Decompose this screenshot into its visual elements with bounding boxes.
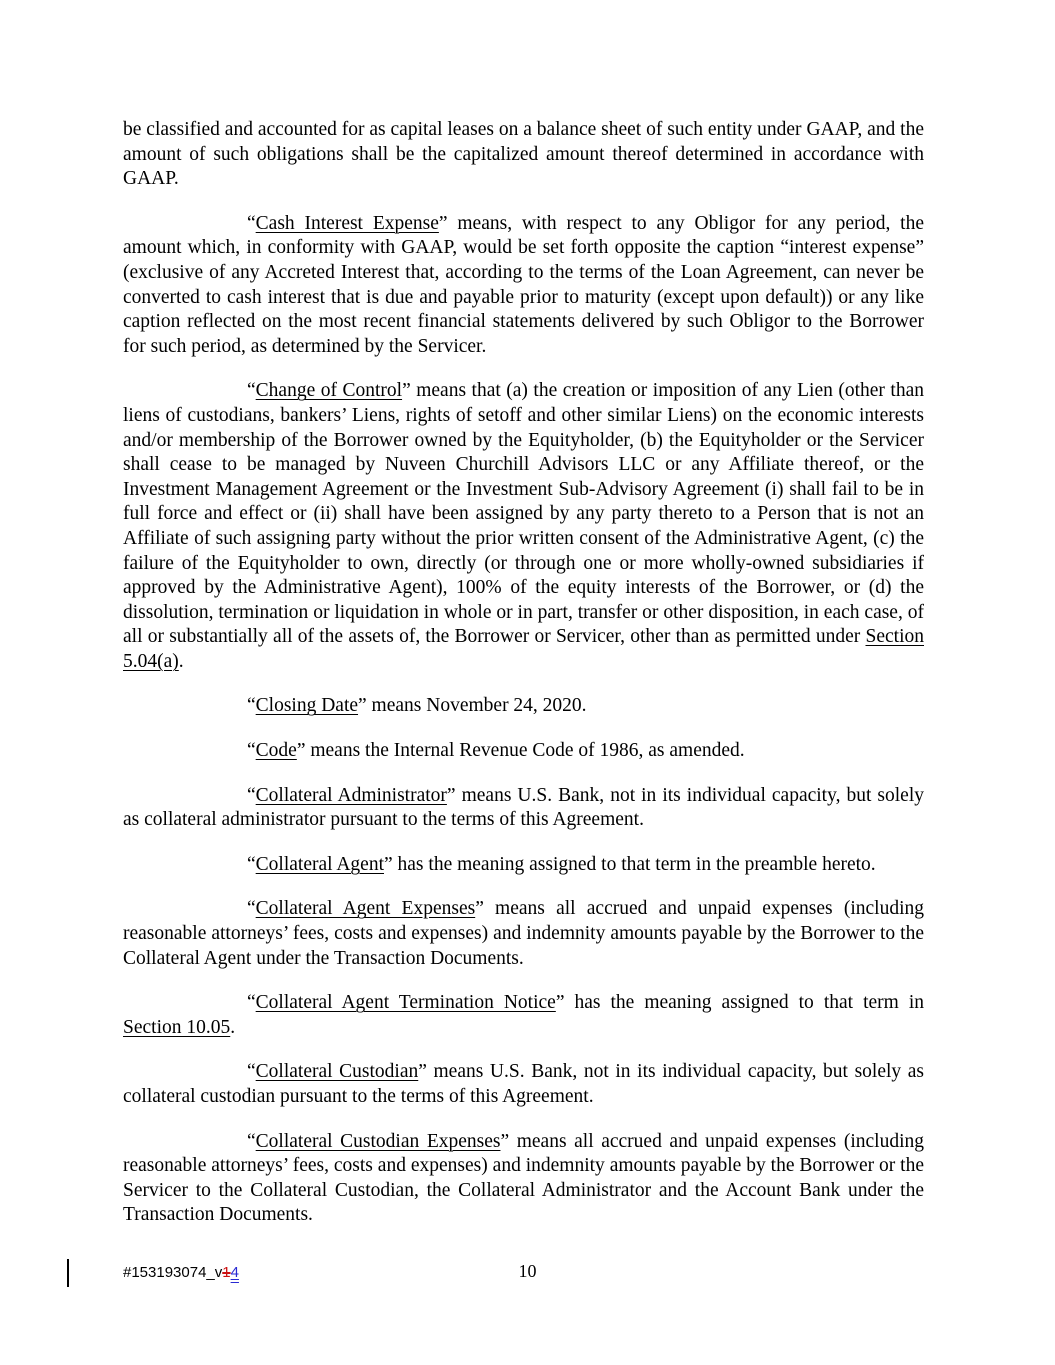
text-run: “	[247, 1130, 256, 1152]
text-run: ” means all accrued and unpaid expenses (including reasonable attorneys’ fees, costs and expenses) and indemnity amounts payable by the Borrower or the Servicer to the Collateral Custodian, the Collateral Administrator and the Account Bank under the Transaction Documents.	[123, 1130, 924, 1226]
defined-term-collateral-administrator: Collateral Administrator	[255, 784, 447, 806]
text-run: “	[247, 992, 256, 1014]
paragraph	[123, 118, 924, 192]
paragraph	[123, 1060, 924, 1109]
text-run: ” has the meaning assigned to that term in the preamble hereto.	[384, 853, 876, 875]
paragraph	[123, 379, 924, 674]
text-run: .	[178, 650, 184, 672]
section-ref-5-04-a: Section 5.04(a)	[123, 626, 924, 672]
defined-term-collateral-custodian-expenses: Collateral Custodian Expenses	[255, 1130, 501, 1152]
paragraph	[123, 853, 924, 878]
text-run: ” means all accrued and unpaid expenses (including reasonable attorneys’ fees, costs and expenses) and indemnity amounts payable by the Borrower to the Collateral Agent under the Transaction Documents.	[123, 898, 924, 969]
defined-term-collateral-agent-expenses: Collateral Agent Expenses	[255, 898, 476, 920]
text-run: ” means U.S. Bank, not in its individual capacity, but solely as collateral custodian pursuant to the terms of this Agreement.	[123, 1061, 924, 1107]
text-run: “	[247, 784, 256, 806]
text-run: ” means, with respect to any Obligor for any period, the amount which, in conformity with GAAP, would be set forth opposite the caption “interest expense” (exclusive of any Accreted Interest that, according to the terms of the Loan Agreement, can never be converted to cash interest that is due and payable prior to maturity (except upon default)) or any like caption reflected on the most recent financial statements delivered by such Obligor to the Borrower for such period, as determined by the Servicer.	[123, 212, 924, 357]
document-body	[123, 118, 924, 1248]
text-run: ” means that (a) the creation or imposition of any Lien (other than liens of custodians, bankers’ Liens, rights of setoff and other similar Liens) on the economic interests and/or membership of the Borrower owned by the Equityholder, (b) the Equityholder or the Servicer shall cease to be managed by Nuveen Churchill Advisors LLC or any Affiliate thereof, or the Investment Management Agreement or the Investment Sub-Advisory Agreement (i) shall fail to be in full force and effect or (ii) shall have been assigned by any party thereto to a Person that is not an Affiliate of such assigning party without the prior written consent of the Administrative Agent, (c) the failure of the Equityholder to own, directly (or through one or more wholly-owned subsidiaries if approved by the Administrative Agent), 100% of the equity interests of the Borrower, or (d) the dissolution, termination or liquidation in whole or in part, transfer or other disposition, in each case, of all or substantially all of the assets of, the Borrower or Servicer, other than as permitted under	[123, 380, 924, 648]
text-run: .	[230, 1016, 236, 1038]
defined-term-collateral-agent: Collateral Agent	[255, 853, 384, 875]
text-run: “	[247, 898, 256, 920]
defined-term-collateral-custodian: Collateral Custodian	[255, 1061, 419, 1083]
defined-term-code: Code	[255, 740, 297, 762]
text-run: “	[247, 853, 256, 875]
text-run: “	[247, 1061, 256, 1083]
defined-term-cash-interest-expense: Cash Interest Expense	[255, 212, 439, 234]
text-run: ” means U.S. Bank, not in its individual capacity, but solely as collateral administrator pursuant to the terms of this Agreement.	[123, 784, 924, 831]
paragraph	[123, 991, 924, 1040]
text-run: “	[247, 740, 256, 762]
footer-doc-id-prefix: #153193074_v	[123, 1264, 223, 1281]
section-ref-10-05: Section 10.05	[123, 1016, 231, 1038]
paragraph	[123, 694, 924, 719]
text-run: ” has the meaning assigned to that term in	[555, 992, 924, 1014]
text-run: be classified and accounted for as capital leases on a balance sheet of such entity under GAAP, and the amount of such obligations shall be the capitalized amount thereof determined in accordance with GAAP.	[123, 119, 924, 190]
paragraph	[123, 1130, 924, 1228]
footer-inserted-text: 4	[230, 1264, 239, 1281]
text-run: “	[247, 212, 256, 234]
paragraph	[123, 739, 924, 764]
paragraph	[123, 212, 924, 360]
footer-deleted-text: 1	[222, 1264, 231, 1281]
text-run: ” means November 24, 2020.	[358, 695, 587, 717]
text-run: “	[247, 695, 256, 717]
text-run: ” means the Internal Revenue Code of 1986, as amended.	[296, 740, 745, 762]
defined-term-collateral-agent-termination-notice: Collateral Agent Termination Notice	[255, 992, 556, 1014]
page-number: 10	[518, 1261, 537, 1281]
text-run: “	[247, 380, 256, 402]
defined-term-closing-date: Closing Date	[255, 695, 359, 717]
defined-term-change-of-control: Change of Control	[255, 380, 403, 402]
paragraph	[123, 897, 924, 971]
paragraph	[123, 784, 924, 833]
